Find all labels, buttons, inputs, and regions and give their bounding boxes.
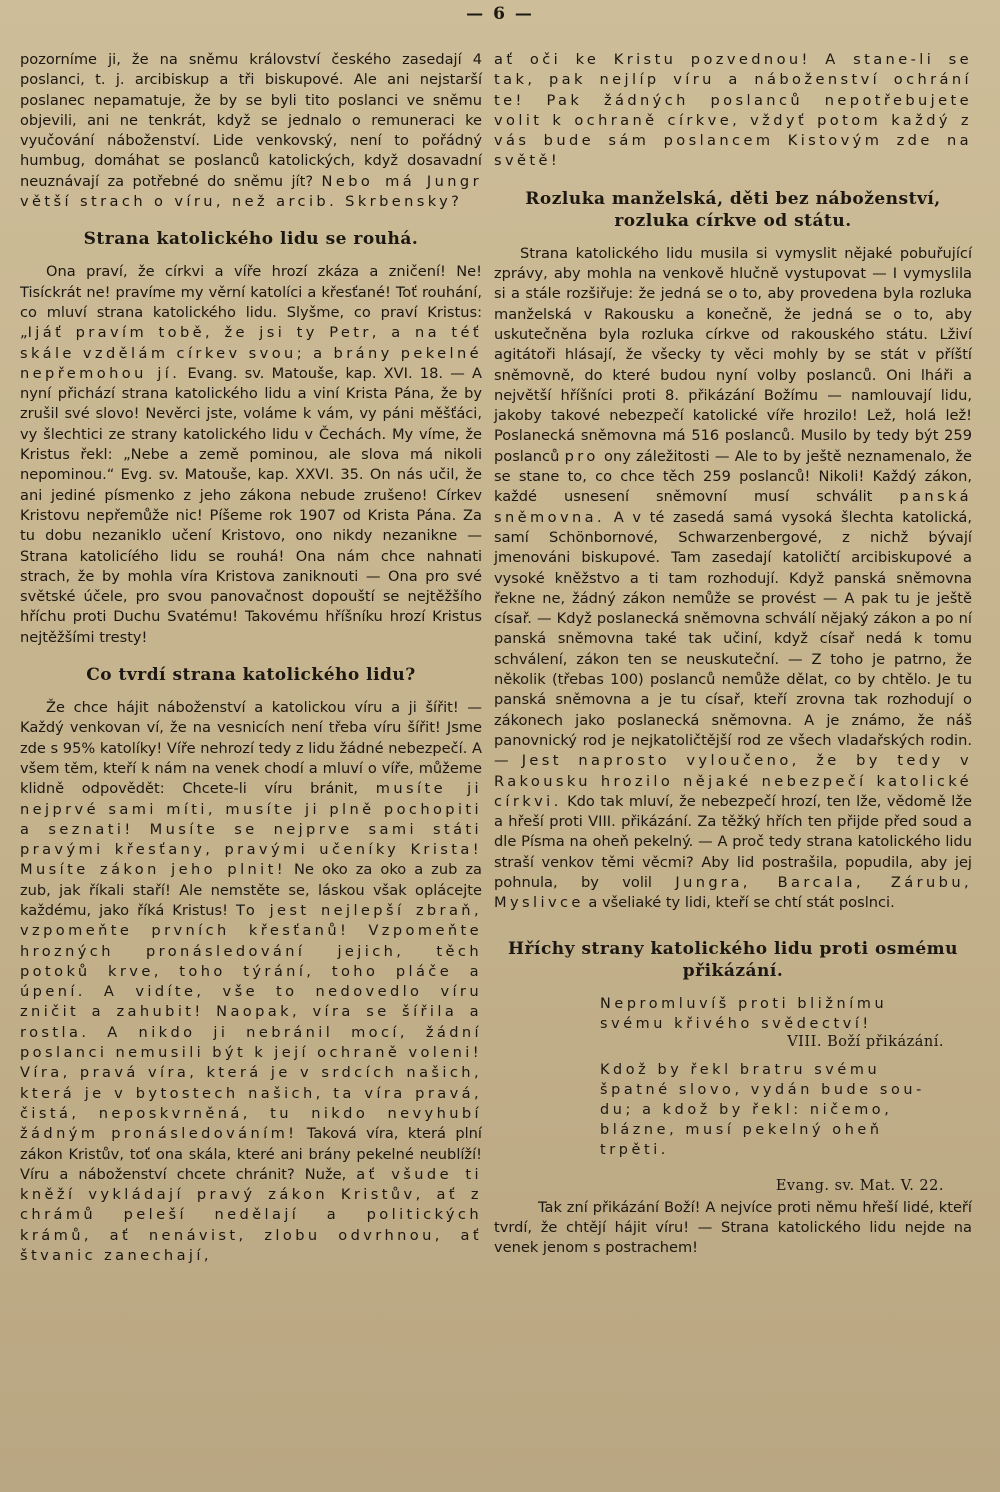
verse-line: blázne, musí pekelný oheň bbox=[600, 1121, 883, 1138]
tvrdi-spaced-2: To jest nejlepší zbraň, vzpomeňte prvních křesťanů! Vzpomeňte hrozných pronásledování jejich, těch potoků krve, toho týrání, toho pláče a úpení. A vidíte, vše to nedovedlo víru zničit a zahubit! Naopak, víra se šířila a rostla. A nikdo ji nebránil mocí, žádní poslanci nemusili být k její ochraně voleni! Víra, pravá víra, která je v srdcích našich, která je v bytostech našich, ta víra pravá, čistá, neposkvrněná, tu nikdo nevyhubí žádným pronásledováním! bbox=[20, 901, 482, 1143]
tvrdi-spaced-1: musíte ji nejprvé sami míti, musíte ji plně pochopiti a seznati! Musíte se nejprve sami státi pravými křesťany, pravými učeníky Krista! Musíte zákon jeho plnit! bbox=[20, 780, 482, 879]
tvrdi-text-end: Taková víra, která plní zákon Kristův, toť ona skála, které ani brány pekelné neublíží! Víru a náboženství chcete chránit? Nuže, bbox=[20, 1125, 482, 1183]
left-column bbox=[20, 50, 482, 1266]
rozluka-text-end2: Kdo tak mluví, že nebezpečí hrozí, ten lže, vědomě lže a hřeší proti VIII. přikázání. Za těžký hřích ten přijde před soud a dle Písma na oheň pekelný. — A proč tedy strana katolického lidu straší venkov těmi věcmi? Aby lid postrašila, popudila, aby jej pohnula, by volil bbox=[494, 792, 972, 891]
rozluka-spaced-jest: Jest naprosto vyloučeno, že by tedy v Rakousku hrozilo nějaké nebezpečí katolické církvi. bbox=[494, 752, 972, 810]
rozluka-spaced-names: Jungra, Barcala, Zárubu, Myslivce bbox=[494, 873, 973, 912]
paragraph-rouha bbox=[20, 262, 482, 648]
verse-line: svému křivého svědectví! bbox=[600, 1015, 872, 1032]
verse-reference: VIII. Boží přikázání. bbox=[787, 1033, 944, 1050]
rouha-text-end: Evang. sv. Matouše, kap. XVI. 18. — A nyní přichází strana katolického lidu a viní Krista Pána, že by zrušil své slovo! Nevěrci jste, voláme k vám, vy páni měšťáci, vy šlechtici ze strany katolického lidu v Čechách. My víme, že Kristus řekl: „Nebe a země pominou, ale slova má nikoli nepominou.“ Evg. sv. Matouše, kap. XXVI. 35. On nás učil, že ani jediné písmenko z jeho zákona nebude zrušeno! Církev Kristovu nepřemůže nic! Píšeme rok 1907 od Krista Pána. Za tu dobu nezaniklo učení Kristovo, ono nikdy nezanikne — Strana katolicíého lidu se rouhá! Ona nám chce nahnati strach, že by mohla víra Kristova zaniknouti — Ona pro své světské účele, pro svou panovačnost dopouští se nejtěžšího hříchu proti Duchu Svatému! Takovému hříšníku hrozí Kristus nejtěžšími tresty! bbox=[20, 364, 482, 646]
paragraph-rozluka bbox=[494, 244, 972, 914]
heading-co-tvrdi: Co tvrdí strana katolického lidu? bbox=[86, 665, 416, 686]
right-top-spaced-paragraph: ať oči ke Kristu pozvednou! A stane-li se tak, pak nejlíp víru a náboženství ochrání te! Pak žádných poslanců nepotřebujete volit k ochraně církve, vždyť potom každý z vás bude sám poslancem Kistovým zde na světě! bbox=[494, 51, 972, 170]
closing-paragraph: Tak zní přikázání Boží! A nejvíce proti němu hřeší lidé, kteří tvrdí, že chtějí hájit víru! — Strana katolického lidu nejde na venek jenom s postrachem! bbox=[494, 1198, 972, 1257]
rozluka-text-mid: ony záležitosti — Ale to by ještě neznamenalo, že se stane to, co chce těch 259 poslanců! Nikoli! Každý zákon, každé usnesení sněmovní musí schválit bbox=[494, 447, 972, 506]
rouha-text-start: Ona praví, že církvi a víře hrozí zkáza a zničení! Ne! Tisíckrát ne! pravíme my věrní katolíci a křesťané! Toť rouhání, co mluví strana katolického lidu. Slyšme, co praví Kristus: „ bbox=[20, 263, 482, 342]
intro-spaced-text: Nebo má Jungr větší strach o víru, než arcib. Skrbensky? bbox=[20, 172, 482, 211]
verse-line: Kdož by řekl bratru svému bbox=[600, 1061, 881, 1078]
verse-line: du; a kdož by řekl: ničemo, bbox=[600, 1101, 893, 1118]
heading-hrichy: Hříchy strany katolického lidu proti osmému přikázání. bbox=[507, 938, 959, 981]
tvrdi-spaced-3: ať všude ti kněží vykládají pravý zákon Kristův, ať z chrámů peleší nedělají a politických krámů, ať nenávist, zlobu odvrhnou, ať štvanic zanechají, bbox=[20, 1165, 482, 1265]
rozluka-text-end: A v té zasedá samá vysoká šlechta katolická, samí Schönbornové, Schwarzenbergové, z nichž bývají jmenováni biskupové. Tam zasedají katoličtí arcibiskupové a vysoké kněžstvo a ti tam rozhodují. Když panská sněmovna řekne ne, žádný zákon nemůže se provést — A pak tu je ještě císař. — Když poslanecká sněmovna schválí nějaký zákon a po ní panská sněmovna také tak učiní, když císař nedá k tomu schválení, zákon ten se neuskuteční. — Z toho je patrno, že několik (třebas 100) poslanců nemůže dělat, co by chtělo. Je tu panská sněmovna a je tu císař, kteří zrovna tak rozhodují o zákonech jako poslanecká sněmovna. A je známo, že náš panovnický rod je nejkatoličtější rod ze všech vladařských rodin. — bbox=[494, 508, 972, 770]
page-number: — 6 — bbox=[466, 4, 534, 24]
heading-rouha: Strana katolického lidu se rouhá. bbox=[83, 229, 419, 250]
verse-gospel bbox=[600, 1060, 972, 1160]
intro-paragraph bbox=[20, 50, 482, 212]
rozluka-text-start: Strana katolického lidu musila si vymyslit nějaké pobuřující zprávy, aby mohla na venkově hlučně vystupovat — I vymyslila si a stále rozšiřuje: že jedná se o to, aby provedena byla rozluka manželská v Rakousku a konečně, že jedná se o to, aby uskutečněna byla rozluka církve od rakouského státu. Lživí agitátoři hlásají, že všecky ty věci mohly by se stát v příští sněmovně, do které budou nyní volby poslanců. Oni lháři a největší hříšníci proti 8. přikázání Božímu — namlouvají lidu, jakoby takové nebezpečí katolické víře hrozilo! Lež, holá lež! Poslanecká sněmovna má 516 poslanců. Musilo by tedy být 259 poslanců bbox=[494, 244, 972, 465]
tvrdi-text-mid: Ne oko za oko a zub za zub, jak říkali staří! Ale nemstěte se, láskou však oplácejte každému, jako říká Kristus! bbox=[20, 861, 482, 919]
intro-text: pozorníme ji, že na sněmu království českého zasedají 4 poslanci, t. j. arcibiskup a tři biskupové. Ale ani nejstarší poslanec nepamatuje, že by se byli tito poslanci ve sněmu objevili, ani ne tenkrát, když se jednalo o remuneraci ke vyučování náboženství. Lide venkovský, není to pořádný humbug, domáhat se poslanců katolických, když dosavadní neuznávají za potřebné do sněmu jít? bbox=[20, 51, 482, 190]
gospel-reference: Evang. sv. Mat. V. 22. bbox=[775, 1177, 944, 1194]
spacer bbox=[494, 914, 972, 922]
right-column bbox=[494, 50, 972, 1258]
verse-line: trpěti. bbox=[600, 1141, 669, 1158]
tvrdi-text-start: Že chce hájit náboženství a katolickou víru a ji šířit! — Každý venkovan ví, že na vesnicích není třeba víru šířit! Jsme zde s 95% katolíky! Víře nehrozí tedy z lidu žádné nebezpečí. A všem těm, kteří k nám na venek chodí a mluví o víře, můžeme klidně odpovědět: Chcete-li víru bránit, bbox=[20, 699, 482, 798]
rozluka-spaced-pro: pro bbox=[564, 447, 599, 465]
rozluka-spaced-panska: panská sněmovna. bbox=[494, 488, 972, 526]
verse-line: Nepromluvíš proti bližnímu bbox=[600, 995, 888, 1012]
rozluka-text-end3: a všeliaké ty lidi, kteří se chtí stát poslnci. bbox=[583, 894, 895, 912]
heading-rozluka: Rozluka manželská, děti bez náboženství, rozluka církve od státu. bbox=[525, 188, 941, 231]
verse-commandment bbox=[600, 994, 972, 1034]
rouha-quote-spaced: Ijáť pravím tobě, že jsi ty Petr, a na téť skále vzdělám církev svou; a brány pekelné nepřemohou jí. bbox=[20, 324, 482, 382]
verse-line: špatné slovo, vydán bude sou- bbox=[600, 1081, 925, 1098]
paragraph-co-tvrdi bbox=[20, 698, 482, 1266]
